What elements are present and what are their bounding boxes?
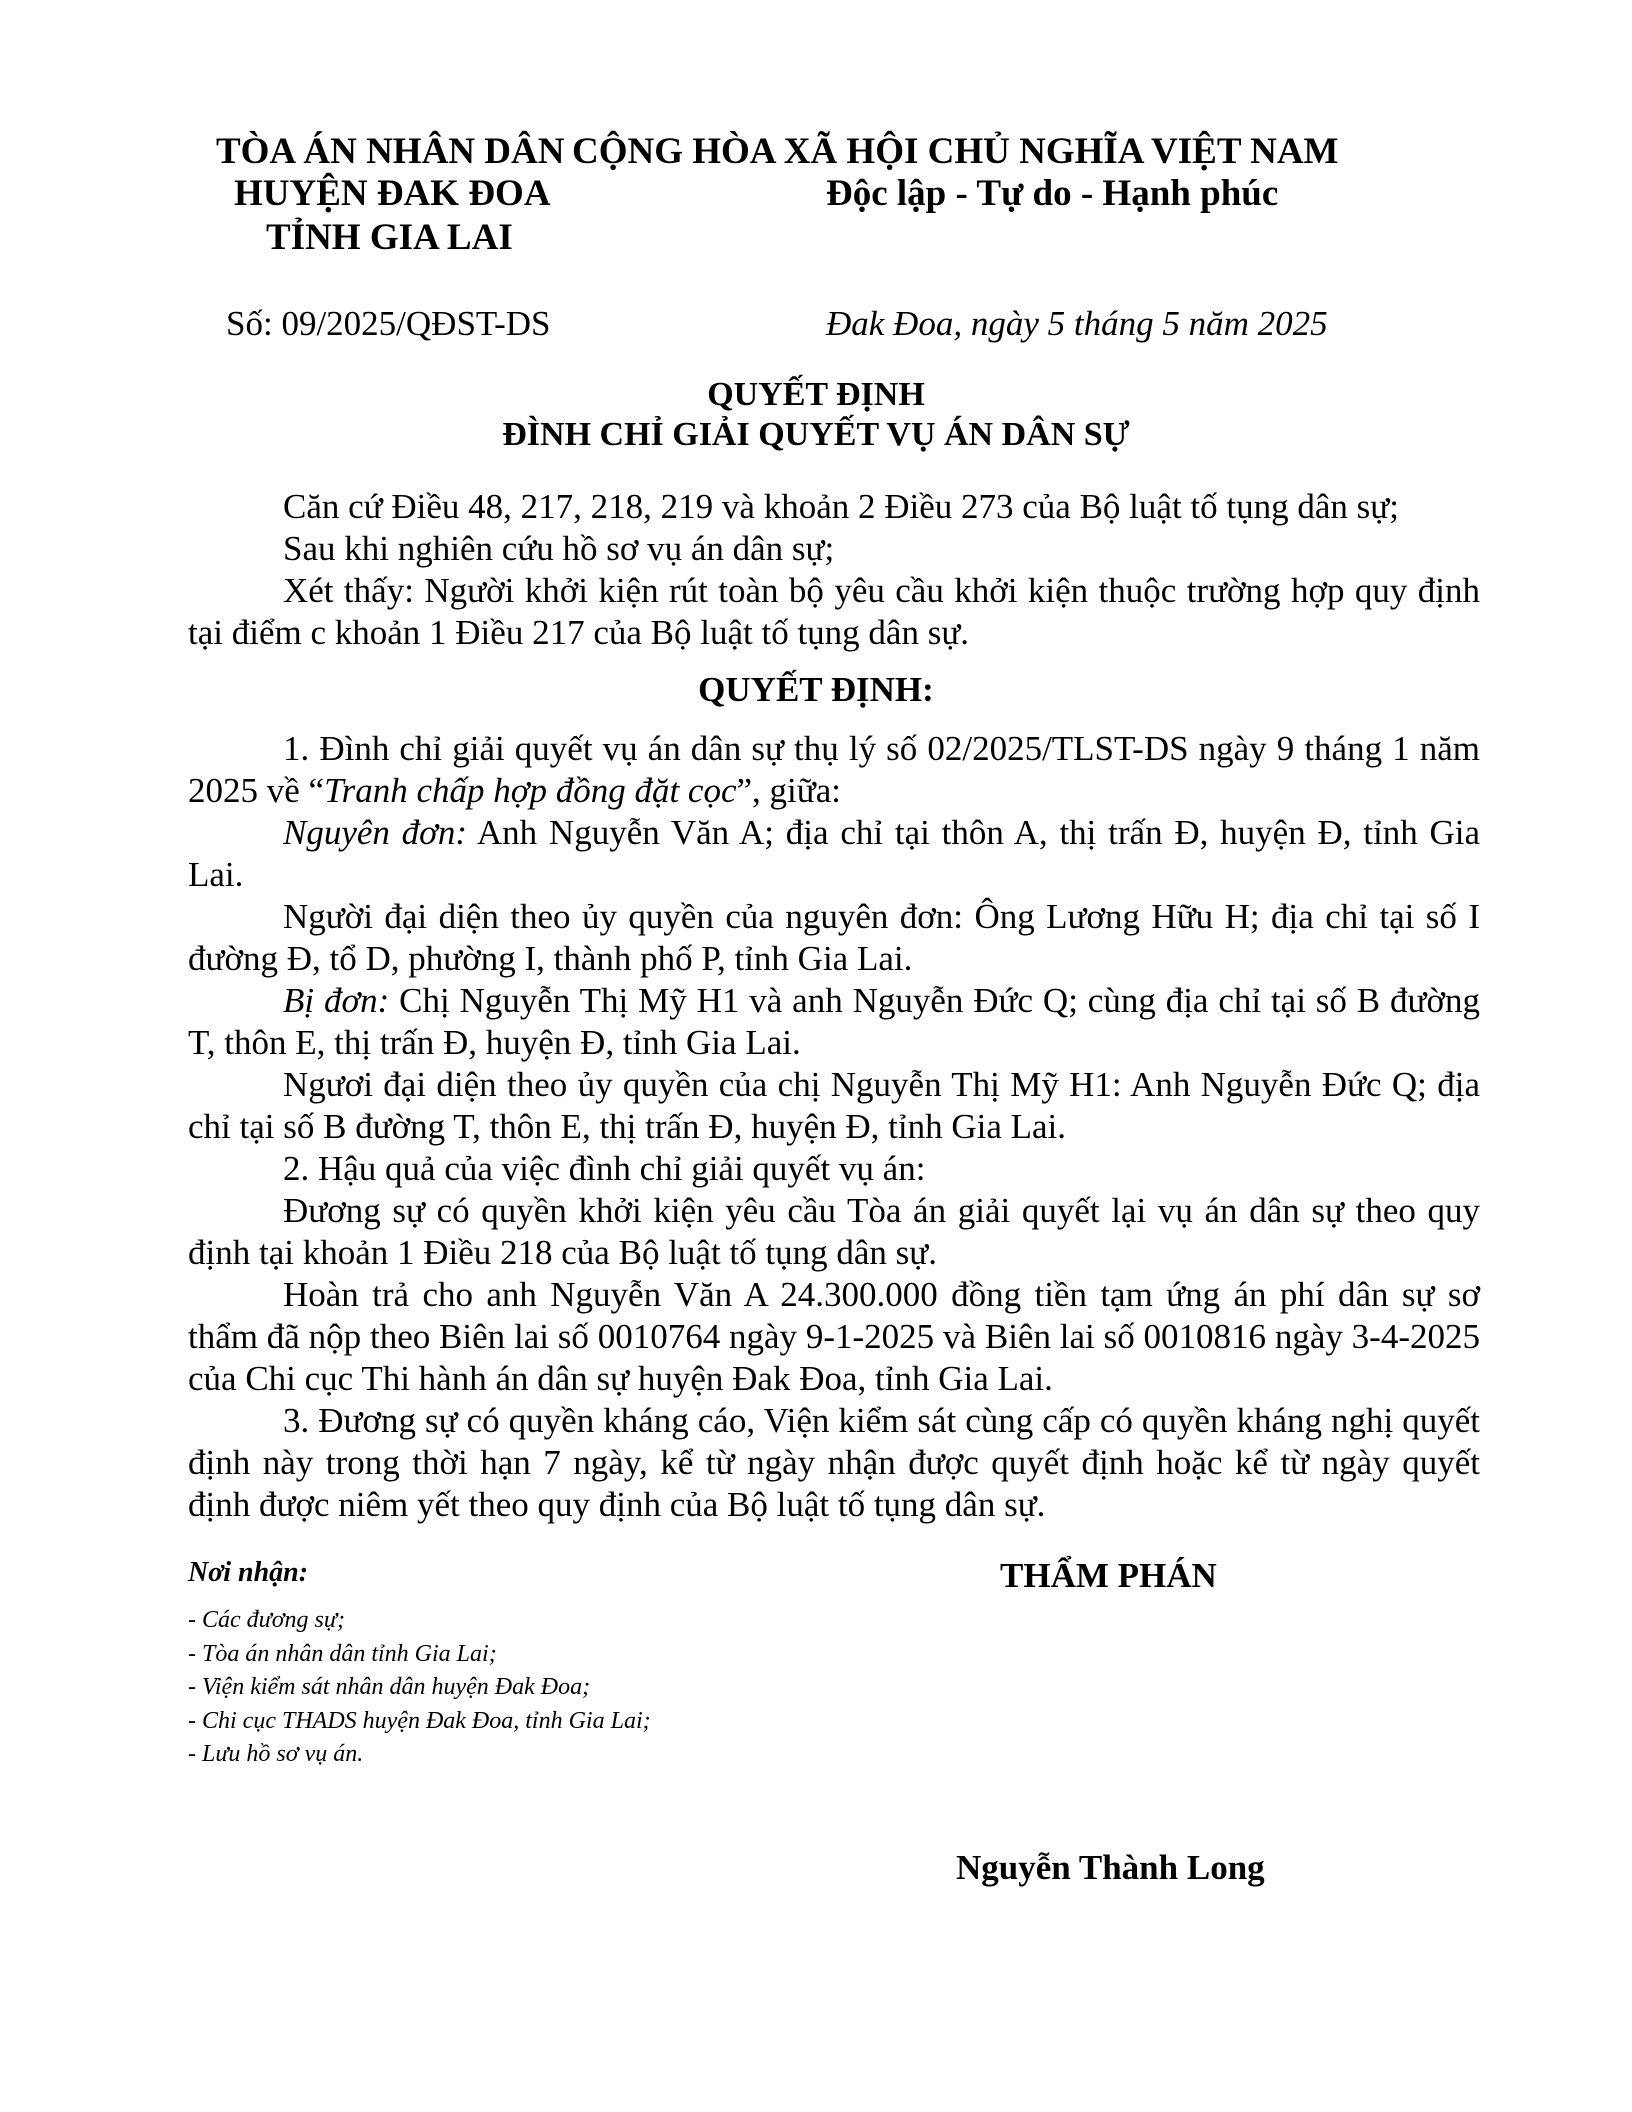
court-name-line3: TỈNH GIA LAI bbox=[266, 217, 513, 258]
defendant-representative: Ngươi đại diện theo ủy quyền của chị Nguyễn Thị Mỹ H1: Anh Nguyễn Đức Q; địa chỉ tại số B đường T, thôn E, thị trấn Đ, huyện Đ, tỉnh Gia Lai. bbox=[188, 1065, 1480, 1146]
court-name-line2: HUYỆN ĐAK ĐOA bbox=[234, 173, 551, 214]
plaintiff-details: Anh Nguyễn Văn A; địa chỉ tại thôn A, thị trấn Đ, huyện Đ, tỉnh Gia Lai. bbox=[188, 813, 1481, 894]
legal-basis: Căn cứ Điều 48, 217, 218, 219 và khoản 2 Điều 273 của Bộ luật tố tụng dân sự; bbox=[283, 487, 1399, 526]
signer-role: THẨM PHÁN bbox=[1000, 1556, 1217, 1595]
case-title: Tranh chấp hợp đồng đặt cọc bbox=[324, 771, 737, 810]
place-and-date: Đak Đoa, ngày 5 tháng 5 năm 2025 bbox=[826, 304, 1328, 343]
defendant-details: Chị Nguyễn Thị Mỹ H1 và anh Nguyễn Đức Q; cùng địa chỉ tại số B đường T, thôn E, thị trấn Đ, huyện Đ, tỉnh Gia Lai. bbox=[188, 981, 1480, 1062]
list-item: - Các đương sự; bbox=[188, 1607, 345, 1633]
defendant-label: Bị đơn: bbox=[283, 981, 390, 1020]
decision-item-1 bbox=[188, 728, 1480, 812]
document-subtitle: ĐÌNH CHỈ GIẢI QUYẾT VỤ ÁN DÂN SỰ bbox=[502, 416, 1130, 453]
plaintiff-representative: Người đại diện theo ủy quyền của nguyên đơn: Ông Lương Hữu H; địa chỉ tại số I đường Đ, tổ D, phường I, thành phố P, tỉnh Gia Lai. bbox=[188, 897, 1480, 978]
consideration: Xét thấy: Người khởi kiện rút toàn bộ yêu cầu khởi kiện thuộc trường hợp quy định tại điểm c khoản 1 Điều 217 của Bộ luật tố tụng dân sự. bbox=[188, 571, 1480, 652]
national-title: CỘNG HÒA XÃ HỘI CHỦ NGHĨA VIỆT NAM bbox=[572, 131, 1339, 172]
plaintiff-label: Nguyên đơn: bbox=[283, 813, 468, 852]
document-number: Số: 09/2025/QĐST-DS bbox=[226, 304, 551, 343]
national-motto: Độc lập - Tự do - Hạnh phúc bbox=[826, 173, 1279, 214]
list-item: - Chi cục THADS huyện Đak Đoa, tỉnh Gia Lai; bbox=[188, 1707, 651, 1734]
defendant-paragraph bbox=[188, 980, 1480, 1064]
fee-refund: Hoàn trả cho anh Nguyễn Văn A 24.300.000 đồng tiền tạm ứng án phí dân sự sơ thẩm đã nộp theo Biên lai số 0010764 ngày 9-1-2025 và Biên lai số 0010816 ngày 3-4-2025 của Chi cục Thi hành án dân sự huyện Đak Đoa, tỉnh Gia Lai. bbox=[188, 1275, 1480, 1398]
item1-text-before: 1. Đình chỉ giải quyết vụ án dân sự thụ lý số 02/2025/TLST-DS ngày 9 tháng 1 năm 2025 về “ bbox=[188, 729, 1480, 810]
list-item: - Tòa án nhân dân tỉnh Gia Lai; bbox=[188, 1640, 497, 1667]
recipients-list bbox=[188, 1604, 651, 1772]
refiling-right: Đương sự có quyền khởi kiện yêu cầu Tòa án giải quyết lại vụ án dân sự theo quy định tại khoản 1 Điều 218 của Bộ luật tố tụng dân sự. bbox=[188, 1191, 1480, 1272]
document-title: QUYẾT ĐỊNH bbox=[707, 376, 925, 413]
list-item: - Viện kiểm sát nhân dân huyện Đak Đoa; bbox=[188, 1674, 591, 1700]
decision-item-2: 2. Hậu quả của việc đình chỉ giải quyết vụ án: bbox=[283, 1149, 926, 1188]
court-name-line1: TÒA ÁN NHÂN DÂN bbox=[216, 131, 565, 172]
plaintiff-paragraph bbox=[188, 812, 1480, 896]
recipients-title: Nơi nhận: bbox=[188, 1557, 309, 1588]
decision-heading: QUYẾT ĐỊNH: bbox=[698, 670, 934, 709]
list-item: - Lưu hồ sơ vụ án. bbox=[188, 1741, 364, 1767]
signer-name: Nguyễn Thành Long bbox=[956, 1848, 1265, 1887]
item1-text-after: ”, giữa: bbox=[736, 771, 841, 810]
decision-item-3: 3. Đương sự có quyền kháng cáo, Viện kiểm sát cùng cấp có quyền kháng nghị quyết định này trong thời hạn 7 ngày, kể từ ngày nhận được quyết định hoặc kể từ ngày quyết định được niêm yết theo quy định của Bộ luật tố tụng dân sự. bbox=[188, 1401, 1480, 1524]
review-statement: Sau khi nghiên cứu hồ sơ vụ án dân sự; bbox=[283, 529, 835, 568]
